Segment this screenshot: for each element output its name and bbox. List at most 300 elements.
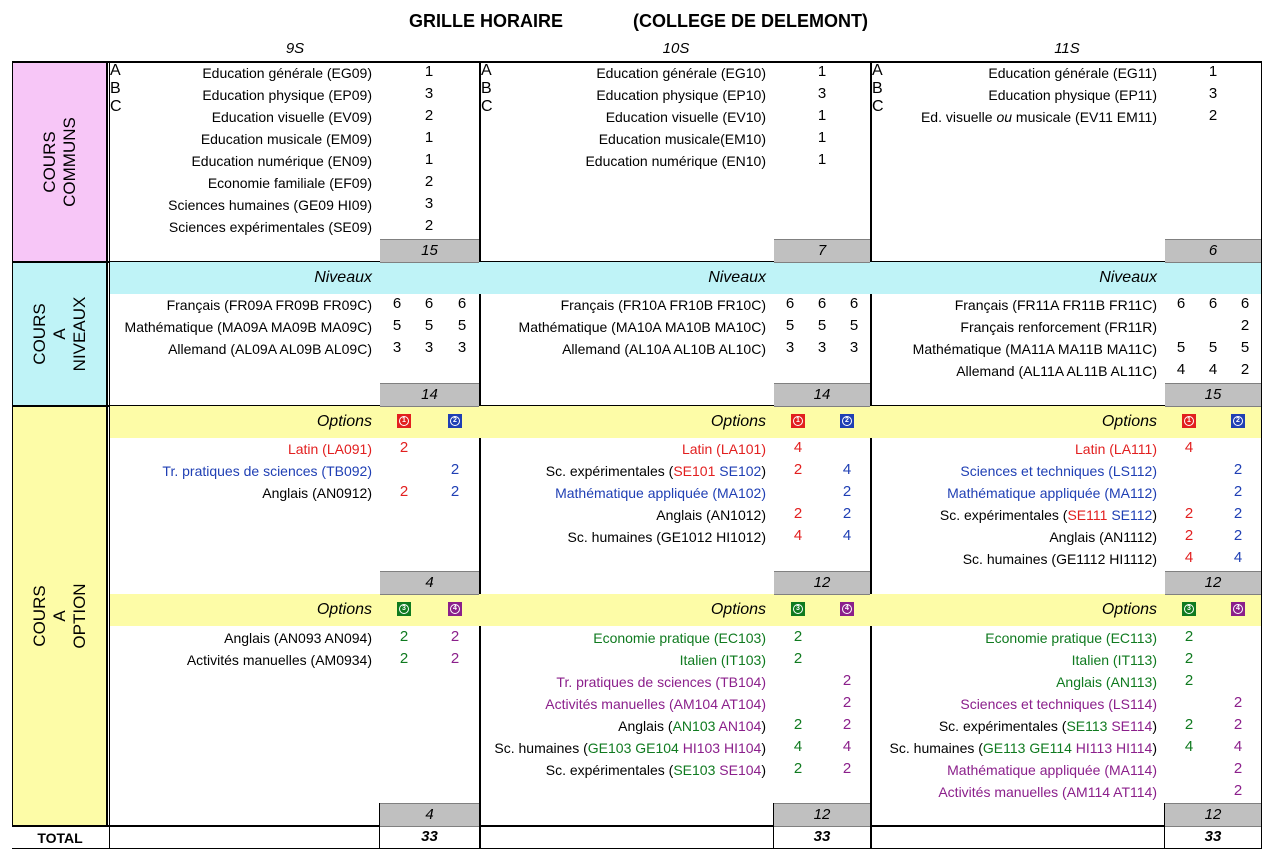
subtotal-options-1 bbox=[774, 571, 870, 595]
option2-b-hours: 2 bbox=[842, 672, 852, 689]
course-name-text: Allemand (AL11A AL11B AL11C) bbox=[956, 363, 1157, 379]
option-badge-4 bbox=[840, 602, 854, 616]
band-label-options-2: Options bbox=[710, 601, 766, 618]
course-name-text: Allemand (AL10A AL10B AL10C) bbox=[562, 341, 766, 357]
subtotal-niveaux-value: 14 bbox=[813, 386, 831, 403]
course-name bbox=[680, 652, 766, 668]
course-name-text: GE103 GE104 bbox=[587, 740, 679, 756]
option-badge-2-number: 2 bbox=[450, 416, 460, 426]
subtotal-options-2-value: 12 bbox=[1204, 806, 1222, 823]
option2-a-hours: 2 bbox=[399, 628, 409, 645]
subtotal-options-1 bbox=[380, 571, 479, 595]
option1-b-hours: 2 bbox=[1233, 505, 1243, 522]
course-name bbox=[168, 341, 372, 357]
course-name bbox=[947, 485, 1157, 501]
option2-a-hours: 2 bbox=[1184, 628, 1194, 645]
subtotal-options-1-value: 12 bbox=[1204, 574, 1222, 591]
course-name bbox=[288, 441, 372, 457]
course-name bbox=[224, 630, 372, 646]
course-name-text: Sc. humaines ( bbox=[889, 740, 983, 756]
option2-b-hours: 4 bbox=[842, 738, 852, 755]
option1-b-hours: 4 bbox=[842, 461, 852, 478]
level-a-hours: 4 bbox=[1176, 361, 1186, 378]
column-10s bbox=[481, 62, 870, 848]
course-name-text: ) bbox=[761, 762, 766, 778]
option1-row bbox=[110, 461, 372, 483]
course-name-text: Education numérique (EN10) bbox=[585, 153, 766, 169]
course-name-text: ou bbox=[996, 109, 1013, 125]
course-name bbox=[519, 319, 766, 335]
side-cours-communs bbox=[12, 62, 108, 262]
communs-hours: 1 bbox=[817, 63, 827, 80]
grid-bottom-line bbox=[12, 848, 1262, 849]
option-badge-1-number: 1 bbox=[399, 416, 409, 426]
course-name-text: SE104 bbox=[715, 762, 762, 778]
grand-total: 33 bbox=[1204, 828, 1222, 845]
level-c-hours: 3 bbox=[849, 339, 859, 356]
subtotal-niveaux bbox=[774, 383, 870, 407]
course-name bbox=[556, 674, 766, 690]
band-label-options-2: Options bbox=[1101, 601, 1157, 618]
level-a-hours: 6 bbox=[785, 295, 795, 312]
level-a-hours: 5 bbox=[1176, 339, 1186, 356]
level-a-hours: 6 bbox=[1176, 295, 1186, 312]
option-badge-3 bbox=[397, 602, 411, 616]
option2-a-hours: 2 bbox=[793, 650, 803, 667]
side-label-option: COURS A OPTION bbox=[29, 583, 89, 649]
course-name-text: Sc. expérimentales ( bbox=[938, 718, 1067, 734]
course-name-text: Education physique (EP09) bbox=[202, 87, 372, 103]
option2-a-hours: 2 bbox=[1184, 716, 1194, 733]
year-header-11s: 11S bbox=[1054, 40, 1080, 57]
level-letter-b: B bbox=[481, 80, 492, 97]
option2-a-hours: 2 bbox=[1184, 650, 1194, 667]
course-name bbox=[596, 87, 766, 103]
level-letter-b: B bbox=[110, 80, 121, 97]
option1-b-hours: 2 bbox=[450, 461, 460, 478]
course-name bbox=[546, 463, 766, 479]
niveaux-row bbox=[872, 339, 1157, 361]
option-badge-1-number: 1 bbox=[793, 416, 803, 426]
level-c-hours: 5 bbox=[457, 317, 467, 334]
option1-row bbox=[872, 527, 1157, 549]
course-name-text: Economie pratique (EC113) bbox=[985, 630, 1157, 646]
communs-row bbox=[872, 63, 1157, 85]
course-name-text: ) bbox=[761, 718, 766, 734]
course-name-text: Education générale (EG11) bbox=[988, 65, 1157, 81]
communs-row bbox=[481, 107, 766, 129]
badge-row-1 bbox=[110, 406, 479, 438]
course-name-text: SE112 bbox=[1107, 507, 1153, 523]
option1-a-hours: 2 bbox=[1184, 505, 1194, 522]
course-name bbox=[169, 219, 372, 235]
subtotal-niveaux-value: 15 bbox=[1204, 386, 1222, 403]
course-name-text: ) bbox=[1152, 718, 1157, 734]
course-name-text: Français (FR10A FR10B FR10C) bbox=[560, 297, 766, 313]
badge-row-2 bbox=[872, 594, 1261, 626]
course-name-text: Mathématique appliquée (MA114) bbox=[947, 762, 1157, 778]
level-b-hours: 5 bbox=[1208, 339, 1218, 356]
course-name-text: ) bbox=[761, 463, 766, 479]
niveaux-row bbox=[110, 339, 372, 361]
option-badge-1 bbox=[791, 414, 805, 428]
option-badge-3-number: 3 bbox=[793, 604, 803, 614]
course-name bbox=[1072, 652, 1157, 668]
communs-row bbox=[110, 151, 372, 173]
course-name-text: Economie familiale (EF09) bbox=[207, 175, 372, 191]
communs-hours: 1 bbox=[817, 151, 827, 168]
communs-hours: 2 bbox=[1208, 107, 1218, 124]
option2-b-hours: 2 bbox=[1233, 760, 1243, 777]
grid-vline-4 bbox=[1261, 61, 1262, 849]
course-name bbox=[960, 696, 1157, 712]
level-b-hours: 4 bbox=[1208, 361, 1218, 378]
level-b-hours: 3 bbox=[424, 339, 434, 356]
course-name bbox=[494, 740, 766, 756]
course-name-text: Anglais (AN1112) bbox=[1049, 529, 1157, 545]
option1-b-hours: 2 bbox=[842, 483, 852, 500]
option2-a-hours: 4 bbox=[1184, 738, 1194, 755]
subtotal-options-1 bbox=[1165, 571, 1261, 595]
course-name-text: Allemand (AL09A AL09B AL09C) bbox=[168, 341, 372, 357]
side-cours-niveaux bbox=[12, 262, 108, 406]
course-name bbox=[562, 341, 766, 357]
course-name bbox=[1056, 674, 1157, 690]
communs-hours: 3 bbox=[1208, 85, 1218, 102]
niveaux-row bbox=[481, 317, 766, 339]
course-name-text: Sc. humaines (GE1112 HI1112) bbox=[962, 551, 1157, 567]
course-name bbox=[262, 485, 372, 501]
course-name-text: AN103 bbox=[672, 718, 716, 734]
level-c-hours: 5 bbox=[1240, 339, 1250, 356]
option2-row bbox=[872, 738, 1157, 760]
level-a-hours: 5 bbox=[392, 317, 402, 334]
level-c-hours: 2 bbox=[1240, 317, 1250, 334]
option2-row bbox=[481, 760, 766, 782]
subtotal-options-2 bbox=[1165, 803, 1261, 827]
level-letter-c: C bbox=[872, 98, 884, 115]
communs-hours: 1 bbox=[817, 107, 827, 124]
course-name bbox=[545, 696, 766, 712]
course-name-text: Education générale (EG10) bbox=[596, 65, 766, 81]
level-c-hours: 6 bbox=[457, 295, 467, 312]
option-badge-3-number: 3 bbox=[1184, 604, 1194, 614]
option2-row bbox=[872, 628, 1157, 650]
course-name-text: SE103 bbox=[673, 762, 716, 778]
course-name-text: Sc. humaines ( bbox=[494, 740, 588, 756]
course-name-text: HI103 HI104 bbox=[678, 740, 762, 756]
level-b-hours: 6 bbox=[424, 295, 434, 312]
year-header-10s: 10S bbox=[662, 40, 690, 57]
option-badge-1 bbox=[397, 414, 411, 428]
course-name bbox=[125, 319, 372, 335]
course-name-text: Sciences et techniques (LS112) bbox=[960, 463, 1157, 479]
course-name-text: Mathématique (MA10A MA10B MA10C) bbox=[518, 319, 766, 335]
level-c-hours: 6 bbox=[849, 295, 859, 312]
option1-a-hours: 4 bbox=[793, 527, 803, 544]
course-name bbox=[202, 87, 372, 103]
course-name-text: Mathématique appliquée (MA112) bbox=[947, 485, 1157, 501]
option2-row bbox=[872, 672, 1157, 694]
level-b-hours: 3 bbox=[817, 339, 827, 356]
level-letter-a: A bbox=[872, 62, 883, 79]
course-name bbox=[212, 109, 372, 125]
course-name-text: Sciences et techniques (LS114) bbox=[960, 696, 1157, 712]
course-name bbox=[606, 109, 766, 125]
level-b-hours: 6 bbox=[817, 295, 827, 312]
option2-b-hours: 4 bbox=[1233, 738, 1243, 755]
communs-row bbox=[110, 85, 372, 107]
option1-b-hours: 2 bbox=[1233, 483, 1243, 500]
course-name-text: Anglais (AN0912) bbox=[262, 485, 372, 501]
course-name-text: Anglais ( bbox=[618, 718, 673, 734]
option-badge-3 bbox=[1182, 602, 1196, 616]
option2-row bbox=[110, 628, 372, 650]
subtotal-options-1-value: 4 bbox=[425, 574, 434, 591]
option2-a-hours: 2 bbox=[399, 650, 409, 667]
option1-b-hours: 4 bbox=[1233, 549, 1243, 566]
communs-hours: 1 bbox=[1208, 63, 1218, 80]
course-name-text: SE101 bbox=[673, 463, 716, 479]
communs-hours: 2 bbox=[424, 217, 434, 234]
option1-a-hours: 4 bbox=[793, 439, 803, 456]
subtotal-niveaux bbox=[380, 383, 479, 407]
option-badge-1 bbox=[1182, 414, 1196, 428]
subtotal-niveaux-value: 14 bbox=[421, 386, 438, 403]
course-name-text: AN104 bbox=[715, 718, 762, 734]
communs-row bbox=[481, 129, 766, 151]
band-label-options-2: Options bbox=[316, 601, 372, 618]
course-name-text: Sc. humaines (GE1012 HI1012) bbox=[567, 529, 766, 545]
option1-a-hours: 4 bbox=[1184, 549, 1194, 566]
option1-row bbox=[872, 461, 1157, 483]
level-b-hours: 5 bbox=[817, 317, 827, 334]
option2-row bbox=[481, 738, 766, 760]
level-letter-c: C bbox=[481, 98, 493, 115]
subtotal-communs bbox=[1165, 239, 1261, 263]
course-name-text: Sc. expérimentales ( bbox=[939, 507, 1068, 523]
subtotal-communs-value: 15 bbox=[421, 242, 438, 259]
course-name-text: Education physique (EP11) bbox=[988, 87, 1157, 103]
course-name bbox=[555, 485, 766, 501]
course-name-text: ) bbox=[1152, 507, 1157, 523]
communs-row bbox=[110, 195, 372, 217]
option-badge-2 bbox=[1231, 414, 1245, 428]
option-badge-3-number: 3 bbox=[399, 604, 409, 614]
course-name bbox=[921, 109, 1157, 125]
course-name bbox=[985, 630, 1157, 646]
communs-hours: 3 bbox=[424, 85, 434, 102]
course-name bbox=[988, 65, 1157, 81]
course-name bbox=[561, 297, 766, 313]
niveaux-row bbox=[110, 295, 372, 317]
course-name-text: Education visuelle (EV09) bbox=[211, 109, 372, 125]
level-a-hours: 3 bbox=[785, 339, 795, 356]
option2-row bbox=[872, 760, 1157, 782]
course-name-text: Sc. expérimentales ( bbox=[545, 463, 674, 479]
course-name-text: Sciences expérimentales (SE09) bbox=[168, 219, 372, 235]
course-name bbox=[1049, 529, 1157, 545]
level-c-hours: 5 bbox=[849, 317, 859, 334]
course-name bbox=[682, 441, 766, 457]
level-c-hours: 3 bbox=[457, 339, 467, 356]
option2-b-hours: 2 bbox=[842, 694, 852, 711]
option1-b-hours: 2 bbox=[842, 505, 852, 522]
course-name bbox=[585, 153, 766, 169]
niveaux-row bbox=[872, 361, 1157, 383]
course-name bbox=[960, 319, 1157, 335]
level-letter-a: A bbox=[110, 62, 121, 79]
course-name-text: SE114 bbox=[1107, 718, 1153, 734]
course-name bbox=[593, 630, 766, 646]
subtotal-options-1-value: 12 bbox=[813, 574, 831, 591]
option1-a-hours: 2 bbox=[793, 505, 803, 522]
option1-row bbox=[481, 527, 766, 549]
course-name-text: Mathématique appliquée (MA102) bbox=[555, 485, 766, 501]
course-name-text: Latin (LA101) bbox=[681, 441, 766, 457]
course-name bbox=[568, 529, 766, 545]
subtotal-niveaux bbox=[1165, 383, 1261, 407]
title-right: (COLLEGE DE DELEMONT) bbox=[633, 11, 869, 31]
option-badge-2 bbox=[840, 414, 854, 428]
option2-a-hours: 2 bbox=[1184, 672, 1194, 689]
subtotal-communs-value: 7 bbox=[817, 242, 827, 259]
option1-row bbox=[481, 505, 766, 527]
option1-row bbox=[481, 483, 766, 505]
level-a-hours: 6 bbox=[392, 295, 402, 312]
subtotal-options-2-value: 12 bbox=[813, 806, 831, 823]
option-badge-2-number: 2 bbox=[1233, 416, 1243, 426]
course-name bbox=[599, 131, 766, 147]
course-name bbox=[546, 762, 766, 778]
course-name-text: Education générale (EG09) bbox=[202, 65, 372, 81]
option-badge-4-number: 4 bbox=[1233, 604, 1243, 614]
course-name-text: ) bbox=[761, 740, 766, 756]
course-name bbox=[208, 175, 372, 191]
course-name-text: Education musicale(EM10) bbox=[598, 131, 766, 147]
option1-a-hours: 4 bbox=[1184, 439, 1194, 456]
course-name bbox=[938, 784, 1157, 800]
course-name bbox=[960, 463, 1157, 479]
course-name bbox=[187, 652, 372, 668]
option1-row bbox=[872, 439, 1157, 461]
course-name bbox=[167, 297, 372, 313]
subtotal-options-2 bbox=[774, 803, 870, 827]
course-name bbox=[162, 463, 372, 479]
course-name-text: Italien (IT113) bbox=[1071, 652, 1157, 668]
title-left: GRILLE HORAIRE bbox=[408, 11, 563, 31]
communs-row bbox=[110, 173, 372, 195]
niveaux-row bbox=[481, 295, 766, 317]
course-name bbox=[955, 297, 1157, 313]
band-label-niveaux: Niveaux bbox=[314, 269, 372, 286]
course-name-text: Activités manuelles (AM104 AT104) bbox=[545, 696, 766, 712]
level-c-hours: 6 bbox=[1240, 295, 1250, 312]
level-b-hours: 6 bbox=[1208, 295, 1218, 312]
communs-hours: 3 bbox=[424, 195, 434, 212]
course-name bbox=[988, 87, 1157, 103]
course-name-text: Sc. expérimentales ( bbox=[545, 762, 674, 778]
course-name-text: Ed. visuelle bbox=[920, 109, 997, 125]
option2-row bbox=[481, 628, 766, 650]
grand-total: 33 bbox=[813, 828, 831, 845]
course-name-text: Mathématique (MA11A MA11B MA11C) bbox=[912, 341, 1157, 357]
option1-row bbox=[481, 439, 766, 461]
communs-row bbox=[110, 107, 372, 129]
subtotal-options-2 bbox=[380, 803, 479, 827]
communs-hours: 2 bbox=[424, 173, 434, 190]
option-badge-3 bbox=[791, 602, 805, 616]
course-name-text: SE102 bbox=[715, 463, 762, 479]
level-a-hours: 3 bbox=[392, 339, 402, 356]
course-name bbox=[963, 551, 1157, 567]
level-letter-b: B bbox=[872, 80, 883, 97]
level-letter-a: A bbox=[481, 62, 492, 79]
course-name-text: Education physique (EP10) bbox=[596, 87, 766, 103]
communs-hours: 1 bbox=[424, 129, 434, 146]
option-badge-4-number: 4 bbox=[842, 604, 852, 614]
option2-row bbox=[872, 716, 1157, 738]
option2-row bbox=[872, 694, 1157, 716]
option-badge-4 bbox=[448, 602, 462, 616]
option2-b-hours: 2 bbox=[1233, 782, 1243, 799]
side-label-niveaux: COURS A NIVEAUX bbox=[29, 296, 89, 372]
band-label-niveaux: Niveaux bbox=[1099, 269, 1157, 286]
band-label-options-1: Options bbox=[710, 413, 766, 430]
course-name-text: GE113 GE114 bbox=[982, 740, 1072, 756]
course-name-text: Tr. pratiques de sciences (TB092) bbox=[162, 463, 372, 479]
communs-hours: 1 bbox=[817, 129, 827, 146]
course-name bbox=[596, 65, 766, 81]
course-name bbox=[913, 341, 1157, 357]
option1-row bbox=[481, 461, 766, 483]
option2-b-hours: 2 bbox=[1233, 716, 1243, 733]
course-name-text: Anglais (AN113) bbox=[1056, 674, 1157, 690]
option2-b-hours: 2 bbox=[842, 716, 852, 733]
niveaux-row bbox=[872, 317, 1157, 339]
course-name-text: Latin (LA091) bbox=[287, 441, 372, 457]
option-badge-4 bbox=[1231, 602, 1245, 616]
subtotal-options-2-value: 4 bbox=[425, 806, 434, 823]
option-badge-2 bbox=[448, 414, 462, 428]
course-name bbox=[939, 718, 1157, 734]
course-name-text: Activités manuelles (AM114 AT114) bbox=[938, 784, 1157, 800]
badge-row-2 bbox=[481, 594, 870, 626]
course-name-text: Français renforcement (FR11R) bbox=[960, 319, 1157, 335]
total-label: TOTAL bbox=[37, 830, 83, 846]
option2-row bbox=[481, 672, 766, 694]
badge-row-2 bbox=[110, 594, 479, 626]
option1-b-hours: 4 bbox=[842, 527, 852, 544]
course-name-text: Français (FR09A FR09B FR09C) bbox=[166, 297, 372, 313]
level-letter-c: C bbox=[110, 98, 122, 115]
course-name bbox=[191, 153, 372, 169]
badge-row-1 bbox=[872, 406, 1261, 438]
option1-row bbox=[110, 439, 372, 461]
course-name-text: Latin (LA111) bbox=[1075, 441, 1157, 457]
option2-a-hours: 2 bbox=[793, 716, 803, 733]
page-title bbox=[0, 11, 1277, 32]
communs-row bbox=[481, 151, 766, 173]
level-a-hours: 5 bbox=[785, 317, 795, 334]
side-label-communs: COURS COMMUNS bbox=[39, 117, 79, 207]
option2-b-hours: 2 bbox=[1233, 694, 1243, 711]
option2-row bbox=[481, 716, 766, 738]
option2-b-hours: 2 bbox=[450, 628, 460, 645]
option1-a-hours: 2 bbox=[1184, 527, 1194, 544]
course-name-text: Anglais (AN093 AN094) bbox=[224, 630, 372, 646]
option-badge-4-number: 4 bbox=[450, 604, 460, 614]
